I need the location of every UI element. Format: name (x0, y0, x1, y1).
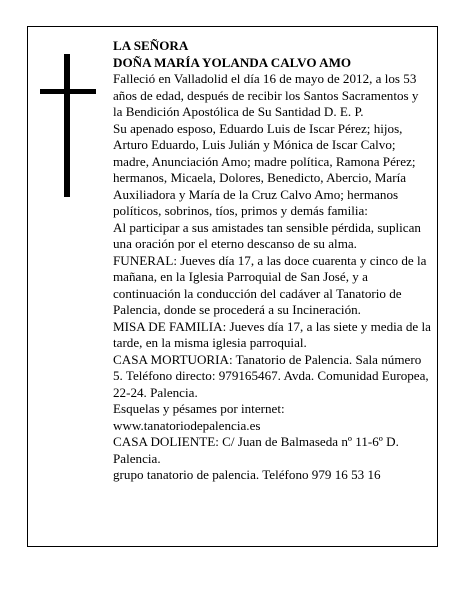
funeral-home-contact: grupo tanatorio de palencia. Teléfono 979 16 53 16 (113, 467, 381, 482)
cross-vertical-bar (64, 54, 70, 197)
deceased-title: LA SEÑORA (113, 38, 189, 53)
mortuary-info: CASA MORTUORIA: Tanatorio de Palencia. Sala número 5. Teléfono directo: 979165467. Avda. Comunidad Europea, 22-24. Palencia. (113, 351, 429, 400)
cross-horizontal-bar (40, 89, 96, 94)
deceased-name: DOÑA MARÍA YOLANDA CALVO AMO (113, 54, 352, 70)
internet-condolences: Esquelas y pésames por internet: www.tanatoriodepalencia.es (113, 401, 285, 433)
family-mass-info: MISA DE FAMILIA: Jueves día 17, a las siete y media de la tarde, en la misma iglesia parroquial. (113, 318, 431, 350)
obituary-text (113, 38, 431, 484)
cross-icon (40, 54, 96, 197)
death-announcement: Falleció en Valladolid el día 16 de mayo de 2012, a los 53 años de edad, después de recibir los Santos Sacramentos y la Bendición Apostólica de Su Santidad D. E. P. (113, 71, 419, 119)
family-list: Su apenado esposo, Eduardo Luis de Iscar Pérez; hijos, Arturo Eduardo, Luis Julián y Mónica de Iscar Calvo; madre, Anunciación Amo; madre política, Ramona Pérez; hermanos, Micaela, Dolores, Benedicto, Abercio, María Auxiliadora y María de la Cruz Calvo Amo; hermanos políticos, sobrinos, tíos, primos y demás familia: (113, 120, 416, 218)
funeral-info: FUNERAL: Jueves día 17, a las doce cuarenta y cinco de la mañana, en la Iglesia Parroquial de San José, y a continuación la conducción del cadáver al Tanatorio de Palencia, donde se procederá a su Incineración. (113, 252, 427, 317)
grieving-home: CASA DOLIENTE: C/ Juan de Balmaseda nº 11-6º D. Palencia. (113, 434, 399, 466)
prayer-request: Al participar a sus amistades tan sensible pérdida, suplican una oración por el eterno descanso de su alma. (113, 219, 421, 251)
